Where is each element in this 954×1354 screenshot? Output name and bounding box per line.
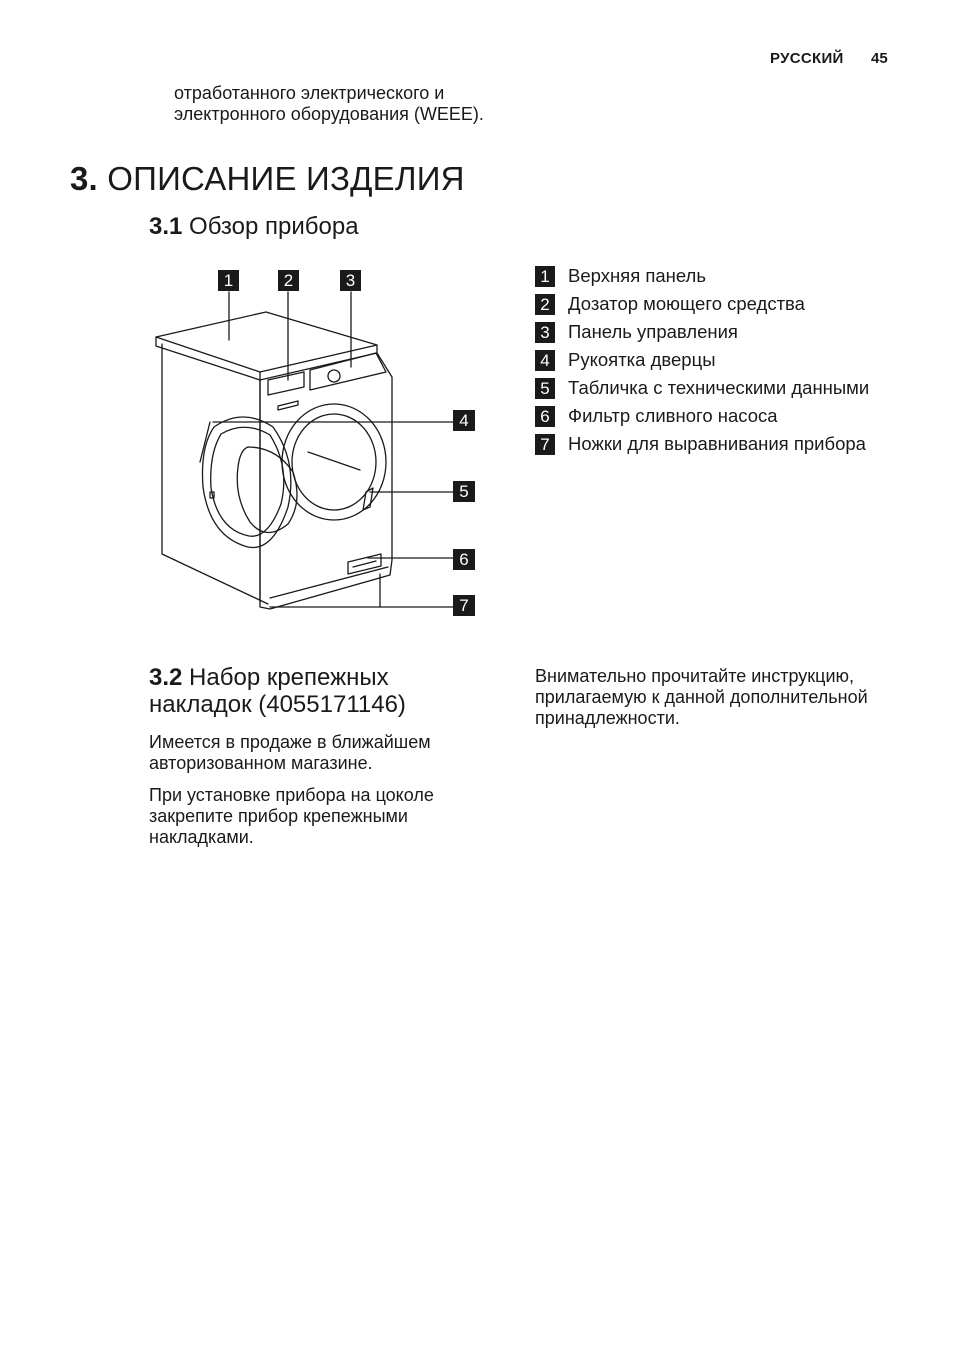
header-language: РУССКИЙ — [770, 50, 844, 67]
callout-7: 7 — [459, 596, 469, 615]
subsection-number: 3.2 — [149, 664, 183, 691]
machine-side — [162, 344, 268, 604]
callout-4: 4 — [459, 411, 469, 430]
callout-5: 5 — [459, 482, 469, 501]
subsection-heading-overview — [149, 213, 359, 240]
subsection-title: Набор крепежных накладок (4055171146) — [149, 664, 406, 718]
legend-label: Фильтр сливного насоса — [568, 405, 778, 426]
callout-6: 6 — [459, 550, 469, 569]
legend-item — [535, 346, 869, 374]
paragraph-installation: При установке прибора на цоколе закрепите прибор крепежными накладками. — [149, 785, 434, 847]
legend-number: 2 — [535, 294, 555, 315]
legend-label: Табличка с техническими данными — [568, 377, 870, 398]
control-panel-shape — [310, 353, 386, 390]
subsection-number: 3.1 — [149, 213, 183, 240]
legend-number: 5 — [535, 378, 555, 399]
legend-number: 3 — [535, 322, 555, 343]
section-title: ОПИСАНИЕ ИЗДЕЛИЯ — [107, 160, 465, 197]
subsection-heading-kit — [149, 664, 479, 718]
legend-number: 1 — [535, 266, 555, 287]
legend-number: 6 — [535, 406, 555, 427]
callout-2: 2 — [283, 271, 294, 290]
legend-item — [535, 318, 869, 346]
washing-machine-illustration — [148, 262, 488, 622]
parts-legend — [535, 262, 869, 458]
callout-1: 1 — [223, 271, 234, 290]
paragraph-availability: Имеется в продаже в ближайшем авторизованном магазине. — [149, 732, 431, 773]
legend-item — [535, 430, 869, 458]
legend-label: Верхняя панель — [568, 265, 706, 286]
legend-label: Рукоятка дверцы — [568, 349, 716, 370]
legend-item — [535, 262, 869, 290]
legend-label: Дозатор моющего средства — [568, 293, 805, 314]
legend-item — [535, 290, 869, 318]
section-number: 3. — [70, 160, 98, 197]
subsection-title: Обзор прибора — [189, 213, 359, 240]
detergent-drawer-shape — [268, 372, 304, 395]
legend-number: 4 — [535, 350, 555, 371]
program-knob — [328, 370, 340, 382]
legend-number: 7 — [535, 434, 555, 455]
intro-paragraph: отработанного электрического и электронного оборудования (WEEE). — [174, 83, 484, 124]
callout-3: 3 — [345, 271, 356, 290]
top-panel-shape — [156, 312, 377, 372]
paragraph-instructions: Внимательно прочитайте инструкцию, прилагаемую к данной дополнительной принадлежности. — [535, 666, 868, 728]
legend-label: Панель управления — [568, 321, 738, 342]
section-heading — [70, 160, 465, 198]
legend-label: Ножки для выравнивания прибора — [568, 433, 866, 454]
door-ring — [202, 417, 290, 548]
page-number: 45 — [871, 50, 888, 67]
legend-item — [535, 402, 869, 430]
legend-item — [535, 374, 869, 402]
